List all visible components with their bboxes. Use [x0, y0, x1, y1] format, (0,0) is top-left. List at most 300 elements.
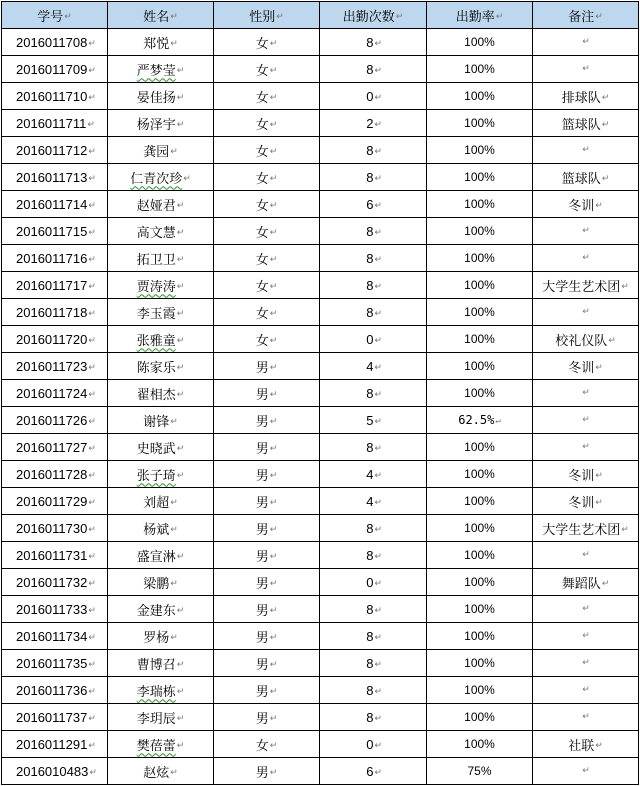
- attendance-count-cell-value: 8: [366, 169, 374, 185]
- paragraph-mark-icon: ↵: [88, 334, 96, 345]
- student-id-cell: [2, 137, 108, 164]
- gender-cell-value: 男: [255, 549, 269, 565]
- student-id-cell-value: 2016011732: [16, 574, 88, 590]
- attendance-rate-cell-value: 100%: [464, 251, 495, 265]
- gender-cell-value: 女: [255, 306, 269, 322]
- paragraph-mark-icon: ↵: [374, 199, 382, 210]
- paragraph-mark-icon: ↵: [374, 712, 382, 723]
- student-id-cell-value: 2016011733: [16, 601, 88, 617]
- note-cell-value: 篮球队: [561, 117, 601, 133]
- attendance-count-cell: [320, 56, 427, 83]
- note-cell: [533, 515, 639, 542]
- note-cell: [533, 704, 639, 731]
- paragraph-mark-icon: ↵: [269, 282, 278, 292]
- student-id-cell-value: 2016011731: [16, 547, 88, 563]
- paragraph-mark-icon: ↵: [88, 37, 96, 48]
- paragraph-mark-icon: ↵: [269, 93, 278, 103]
- attendance-count-cell-value: 8: [366, 277, 374, 293]
- gender-cell: [214, 83, 320, 110]
- table-row: [2, 650, 639, 677]
- gender-cell: [214, 191, 320, 218]
- student-id-cell-value: 2016011717: [16, 277, 88, 293]
- gender-cell-value: 女: [255, 90, 269, 106]
- note-cell: [533, 650, 639, 677]
- note-cell: [533, 488, 639, 515]
- paragraph-mark-icon: ↵: [582, 253, 590, 263]
- name-cell-value: 赵炫: [143, 765, 170, 781]
- gender-cell-value: 男: [255, 522, 269, 538]
- student-id-cell-value: 2016010483: [16, 763, 89, 779]
- student-id-cell: [2, 461, 108, 488]
- name-cell-value: 晏佳扬: [136, 90, 176, 106]
- student-id-cell: [2, 515, 108, 542]
- name-cell-value: 杨泽宇: [136, 117, 176, 133]
- paragraph-mark-icon: ↵: [374, 550, 382, 561]
- paragraph-mark-icon: ↵: [374, 604, 382, 615]
- paragraph-mark-icon: ↵: [176, 552, 185, 562]
- note-cell-value: 大学生艺术团: [542, 522, 621, 538]
- attendance-rate-cell: [427, 434, 533, 461]
- student-id-cell-value: 2016011716: [16, 250, 88, 266]
- note-cell: [533, 218, 639, 245]
- name-cell: [108, 29, 214, 56]
- name-cell: [108, 83, 214, 110]
- attendance-count-cell-value: 8: [366, 520, 374, 536]
- attendance-count-cell: [320, 245, 427, 272]
- name-cell-value: 谢锋: [143, 414, 170, 430]
- attendance-rate-cell: [427, 380, 533, 407]
- gender-cell: [214, 623, 320, 650]
- gender-cell: [214, 569, 320, 596]
- name-cell-value: 严梦莹: [136, 63, 176, 79]
- name-cell: [108, 569, 214, 596]
- name-cell-value: 郑悦: [143, 36, 170, 52]
- attendance-rate-cell: [427, 137, 533, 164]
- gender-cell-value: 男: [255, 684, 269, 700]
- attendance-rate-cell-value: 100%: [464, 116, 495, 130]
- note-cell: [533, 569, 639, 596]
- note-cell-value: 舞蹈队: [561, 576, 601, 592]
- paragraph-mark-icon: ↵: [88, 199, 96, 210]
- name-cell: [108, 731, 214, 758]
- paragraph-mark-icon: ↵: [582, 388, 590, 398]
- note-cell: [533, 380, 639, 407]
- gender-cell-value: 女: [255, 171, 269, 187]
- student-id-cell: [2, 218, 108, 245]
- table-row: [2, 731, 639, 758]
- attendance-count-cell-value: 8: [366, 304, 374, 320]
- paragraph-mark-icon: ↵: [374, 388, 382, 399]
- note-cell-value: 冬训: [568, 495, 595, 511]
- student-id-cell-value: 2016011712: [16, 142, 88, 158]
- paragraph-mark-icon: ↵: [269, 255, 278, 265]
- paragraph-mark-icon: ↵: [176, 282, 185, 292]
- attendance-rate-cell-value: 100%: [464, 629, 495, 643]
- paragraph-mark-icon: ↵: [88, 739, 96, 750]
- name-cell-value: 高文慧: [136, 225, 176, 241]
- attendance-rate-cell: [427, 83, 533, 110]
- student-id-cell: [2, 83, 108, 110]
- attendance-count-cell: [320, 461, 427, 488]
- student-id-cell: [2, 326, 108, 353]
- paragraph-mark-icon: ↵: [269, 606, 278, 616]
- table-row: [2, 137, 639, 164]
- attendance-rate-cell-value: 100%: [464, 359, 495, 373]
- table-row: [2, 29, 639, 56]
- paragraph-mark-icon: ↵: [374, 145, 382, 156]
- name-cell: [108, 380, 214, 407]
- gender-cell-value: 男: [255, 360, 269, 376]
- student-id-cell: [2, 353, 108, 380]
- name-cell: [108, 704, 214, 731]
- paragraph-mark-icon: ↵: [621, 525, 629, 535]
- table-row: [2, 677, 639, 704]
- paragraph-mark-icon: ↵: [374, 577, 382, 588]
- paragraph-mark-icon: ↵: [374, 307, 382, 318]
- column-header-gender: 性别↵: [214, 2, 320, 29]
- student-id-cell: [2, 110, 108, 137]
- gender-cell: [214, 515, 320, 542]
- attendance-rate-cell: [427, 704, 533, 731]
- attendance-count-cell-value: 8: [366, 61, 374, 77]
- paragraph-mark-icon: ↵: [88, 172, 96, 183]
- paragraph-mark-icon: ↵: [269, 714, 278, 724]
- paragraph-mark-icon: ↵: [88, 226, 96, 237]
- student-id-cell: [2, 731, 108, 758]
- name-cell-value: 仁青次珍: [130, 171, 183, 187]
- table-row: [2, 569, 639, 596]
- paragraph-mark-icon: ↵: [176, 687, 185, 697]
- table-row: [2, 461, 639, 488]
- attendance-count-cell-value: 8: [366, 628, 374, 644]
- table-row: [2, 245, 639, 272]
- paragraph-mark-icon: ↵: [582, 145, 590, 155]
- gender-cell: [214, 596, 320, 623]
- name-cell-value: 陈家乐: [136, 360, 176, 376]
- attendance-rate-cell-value: 100%: [464, 683, 495, 697]
- paragraph-mark-icon: ↵: [176, 660, 185, 670]
- gender-cell-value: 男: [255, 603, 269, 619]
- column-header-attendance-rate: 出勤率↵: [427, 2, 533, 29]
- gender-cell-value: 男: [255, 387, 269, 403]
- paragraph-mark-icon: ↵: [176, 93, 185, 103]
- gender-cell: [214, 110, 320, 137]
- student-id-cell: [2, 272, 108, 299]
- attendance-count-cell: [320, 542, 427, 569]
- paragraph-mark-icon: ↵: [374, 523, 382, 534]
- paragraph-mark-icon: ↵: [582, 658, 590, 668]
- student-id-cell-value: 2016011726: [16, 412, 88, 428]
- gender-cell-value: 男: [255, 468, 269, 484]
- table-row: [2, 380, 639, 407]
- name-cell: [108, 650, 214, 677]
- paragraph-mark-icon: ↵: [88, 442, 96, 453]
- gender-cell: [214, 272, 320, 299]
- attendance-count-cell-value: 2: [366, 115, 374, 131]
- paragraph-mark-icon: ↵: [269, 39, 278, 49]
- note-cell-value: 校礼仪队: [555, 333, 608, 349]
- paragraph-mark-icon: ↵: [601, 579, 610, 589]
- gender-cell-value: 女: [255, 198, 269, 214]
- name-cell: [108, 56, 214, 83]
- gender-cell: [214, 704, 320, 731]
- attendance-count-cell: [320, 326, 427, 353]
- gender-cell-value: 女: [255, 279, 269, 295]
- attendance-count-cell-value: 0: [366, 331, 374, 347]
- student-id-cell: [2, 650, 108, 677]
- gender-cell: [214, 164, 320, 191]
- paragraph-mark-icon: ↵: [176, 714, 185, 724]
- attendance-rate-cell: [427, 326, 533, 353]
- paragraph-mark-icon: ↵: [88, 496, 96, 507]
- paragraph-mark-icon: ↵: [176, 363, 185, 373]
- student-id-cell-value: 2016011709: [16, 61, 88, 77]
- gender-cell-value: 男: [255, 441, 269, 457]
- paragraph-mark-icon: ↵: [582, 415, 590, 425]
- note-cell-value: 冬训: [568, 360, 595, 376]
- paragraph-mark-icon: ↵: [269, 525, 278, 535]
- name-cell-value: 樊蓓蕾: [136, 738, 176, 754]
- paragraph-mark-icon: ↵: [582, 64, 590, 74]
- paragraph-mark-icon: ↵: [269, 174, 278, 184]
- gender-cell-value: 女: [255, 144, 269, 160]
- attendance-rate-cell: [427, 596, 533, 623]
- name-cell: [108, 191, 214, 218]
- table-row: [2, 488, 639, 515]
- name-cell: [108, 245, 214, 272]
- table-row: [2, 218, 639, 245]
- attendance-count-cell: [320, 83, 427, 110]
- paragraph-mark-icon: ↵: [269, 147, 278, 157]
- name-cell-value: 史晓武: [136, 441, 176, 457]
- attendance-rate-cell: [427, 569, 533, 596]
- note-cell: [533, 542, 639, 569]
- paragraph-mark-icon: ↵: [269, 552, 278, 562]
- student-id-cell-value: 2016011724: [16, 385, 88, 401]
- attendance-count-cell: [320, 407, 427, 434]
- student-id-cell: [2, 299, 108, 326]
- attendance-count-cell-value: 8: [366, 547, 374, 563]
- name-cell-value: 赵娅君: [136, 198, 176, 214]
- note-cell: [533, 110, 639, 137]
- attendance-rate-cell: [427, 407, 533, 434]
- name-cell: [108, 137, 214, 164]
- note-cell: [533, 164, 639, 191]
- table-row: [2, 164, 639, 191]
- attendance-count-cell-value: 8: [366, 34, 374, 50]
- paragraph-mark-icon: ↵: [582, 307, 590, 317]
- paragraph-mark-icon: ↵: [170, 579, 178, 589]
- student-id-cell: [2, 56, 108, 83]
- note-cell-value: 冬训: [568, 198, 595, 214]
- paragraph-mark-icon: ↵: [582, 631, 590, 641]
- name-cell: [108, 488, 214, 515]
- attendance-rate-cell-value: 100%: [464, 494, 495, 508]
- paragraph-mark-icon: ↵: [269, 363, 278, 373]
- paragraph-mark-icon: ↵: [88, 631, 96, 642]
- attendance-count-cell-value: 6: [366, 196, 374, 212]
- paragraph-mark-icon: ↵: [88, 307, 96, 318]
- student-id-cell: [2, 29, 108, 56]
- table-row: [2, 596, 639, 623]
- paragraph-mark-icon: ↵: [269, 228, 278, 238]
- name-cell-value: 金建东: [136, 603, 176, 619]
- gender-cell: [214, 407, 320, 434]
- paragraph-mark-icon: ↵: [374, 631, 382, 642]
- paragraph-mark-icon: ↵: [269, 66, 278, 76]
- gender-cell-value: 女: [255, 117, 269, 133]
- note-cell: [533, 623, 639, 650]
- student-id-cell: [2, 677, 108, 704]
- gender-cell: [214, 731, 320, 758]
- attendance-count-cell-value: 8: [366, 709, 374, 725]
- gender-cell-value: 男: [255, 630, 269, 646]
- paragraph-mark-icon: ↵: [374, 226, 382, 237]
- attendance-rate-cell: [427, 650, 533, 677]
- paragraph-mark-icon: ↵: [374, 37, 382, 48]
- paragraph-mark-icon: ↵: [88, 523, 96, 534]
- table-row: [2, 326, 639, 353]
- attendance-count-cell: [320, 137, 427, 164]
- student-id-cell-value: 2016011718: [16, 304, 88, 320]
- gender-cell: [214, 758, 320, 785]
- paragraph-mark-icon: ↵: [269, 768, 278, 778]
- attendance-rate-cell-value: 100%: [464, 575, 495, 589]
- table-row: [2, 758, 639, 785]
- attendance-count-cell: [320, 353, 427, 380]
- paragraph-mark-icon: ↵: [269, 498, 278, 508]
- gender-cell-value: 男: [255, 495, 269, 511]
- table-row: [2, 110, 639, 137]
- paragraph-mark-icon: ↵: [89, 766, 97, 777]
- table-row: [2, 272, 639, 299]
- attendance-rate-cell-value: 100%: [464, 332, 495, 346]
- name-cell: [108, 542, 214, 569]
- paragraph-mark-icon: ↵: [595, 498, 603, 508]
- attendance-rate-cell-value: 62.5%: [458, 413, 495, 427]
- paragraph-mark-icon: ↵: [269, 633, 278, 643]
- attendance-table: [1, 1, 639, 785]
- gender-cell: [214, 461, 320, 488]
- paragraph-mark-icon: ↵: [176, 201, 185, 211]
- note-cell: [533, 191, 639, 218]
- paragraph-mark-icon: ↵: [582, 226, 590, 236]
- attendance-rate-cell-value: 100%: [464, 710, 495, 724]
- column-header-attendance-count: 出勤次数↵: [320, 2, 427, 29]
- gender-cell-value: 女: [255, 63, 269, 79]
- attendance-rate-cell-value: 100%: [464, 35, 495, 49]
- paragraph-mark-icon: ↵: [269, 687, 278, 697]
- name-cell-value: 翟相杰: [136, 387, 176, 403]
- paragraph-mark-icon: ↵: [176, 741, 185, 751]
- paragraph-mark-icon: ↵: [495, 415, 501, 426]
- paragraph-mark-icon: ↵: [582, 37, 590, 47]
- attendance-rate-cell-value: 100%: [464, 602, 495, 616]
- paragraph-mark-icon: ↵: [374, 685, 382, 696]
- name-cell-value: 张子琦: [136, 468, 176, 484]
- attendance-rate-cell-value: 100%: [464, 143, 495, 157]
- paragraph-mark-icon: ↵: [601, 93, 610, 103]
- paragraph-mark-icon: ↵: [374, 442, 382, 453]
- table-row: [2, 515, 639, 542]
- attendance-count-cell: [320, 515, 427, 542]
- note-cell-value: 社联: [568, 738, 595, 754]
- student-id-cell-value: 2016011730: [16, 520, 88, 536]
- attendance-rate-cell: [427, 542, 533, 569]
- paragraph-mark-icon: ↵: [621, 282, 629, 292]
- note-cell: [533, 83, 639, 110]
- attendance-rate-cell: [427, 110, 533, 137]
- paragraph-mark-icon: ↵: [183, 174, 191, 184]
- attendance-count-cell: [320, 164, 427, 191]
- attendance-rate-cell-value: 100%: [464, 305, 495, 319]
- attendance-rate-cell: [427, 515, 533, 542]
- paragraph-mark-icon: ↵: [601, 120, 610, 130]
- attendance-rate-cell-value: 100%: [464, 656, 495, 670]
- name-cell: [108, 758, 214, 785]
- attendance-rate-cell: [427, 677, 533, 704]
- table-row: [2, 299, 639, 326]
- gender-cell: [214, 29, 320, 56]
- paragraph-mark-icon: ↵: [170, 633, 178, 643]
- paragraph-mark-icon: ↵: [269, 471, 278, 481]
- note-cell-value: 篮球队: [561, 171, 601, 187]
- student-id-cell: [2, 407, 108, 434]
- attendance-rate-cell: [427, 245, 533, 272]
- attendance-rate-cell-value: 100%: [464, 197, 495, 211]
- paragraph-mark-icon: ↵: [176, 471, 185, 481]
- attendance-count-cell: [320, 596, 427, 623]
- paragraph-mark-icon: ↵: [176, 228, 185, 238]
- attendance-rate-cell-value: 100%: [464, 467, 495, 481]
- gender-cell-value: 女: [255, 738, 269, 754]
- paragraph-mark-icon: ↵: [374, 361, 382, 372]
- note-cell: [533, 461, 639, 488]
- attendance-count-cell: [320, 218, 427, 245]
- note-cell-value: 冬训: [568, 468, 595, 484]
- paragraph-mark-icon: ↵: [595, 471, 603, 481]
- student-id-cell: [2, 704, 108, 731]
- table-row: [2, 353, 639, 380]
- paragraph-mark-icon: ↵: [582, 604, 590, 614]
- name-cell: [108, 218, 214, 245]
- attendance-count-cell: [320, 110, 427, 137]
- paragraph-mark-icon: ↵: [88, 361, 96, 372]
- student-id-cell-value: 2016011708: [16, 34, 88, 50]
- paragraph-mark-icon: ↵: [88, 577, 96, 588]
- student-id-cell: [2, 569, 108, 596]
- paragraph-mark-icon: ↵: [269, 120, 278, 130]
- attendance-rate-cell: [427, 272, 533, 299]
- paragraph-mark-icon: ↵: [88, 550, 96, 561]
- paragraph-mark-icon: ↵: [176, 120, 185, 130]
- paragraph-mark-icon: ↵: [170, 525, 178, 535]
- gender-cell: [214, 488, 320, 515]
- gender-cell: [214, 299, 320, 326]
- paragraph-mark-icon: ↵: [170, 768, 178, 778]
- attendance-rate-cell-value: 100%: [464, 548, 495, 562]
- gender-cell: [214, 353, 320, 380]
- student-id-cell-value: 2016011714: [16, 196, 88, 212]
- name-cell-value: 罗杨: [143, 630, 170, 646]
- student-id-cell-value: 2016011723: [16, 358, 88, 374]
- paragraph-mark-icon: ↵: [88, 253, 96, 264]
- gender-cell: [214, 245, 320, 272]
- gender-cell: [214, 218, 320, 245]
- paragraph-mark-icon: ↵: [88, 91, 96, 102]
- student-id-cell: [2, 623, 108, 650]
- paragraph-mark-icon: ↵: [170, 39, 178, 49]
